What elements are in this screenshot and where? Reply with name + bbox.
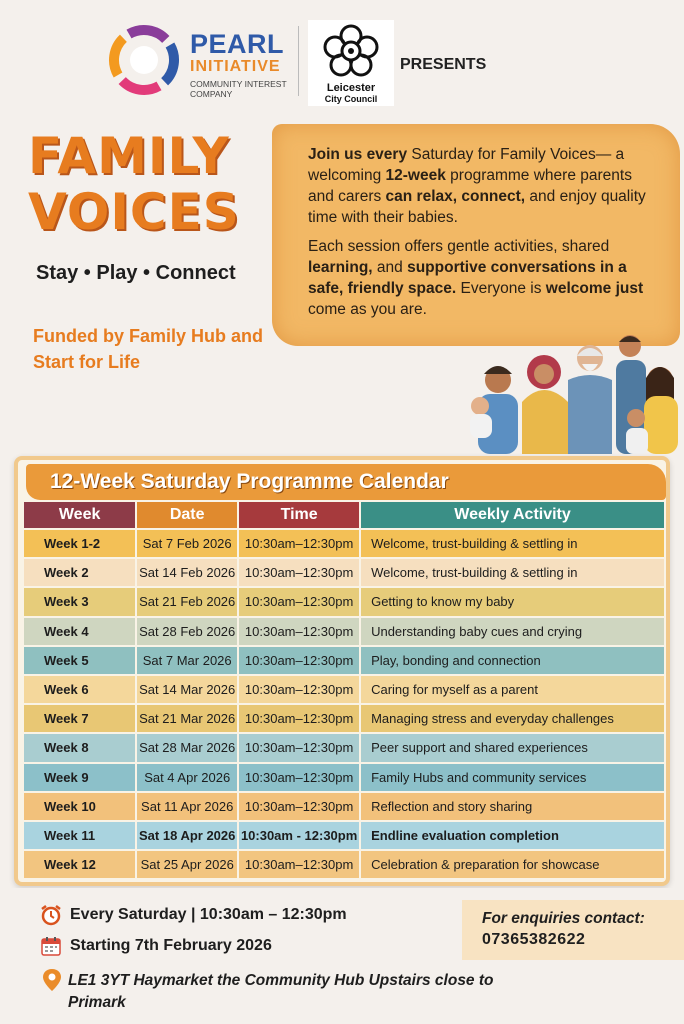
table-row	[24, 793, 664, 820]
pearl-wordmark	[190, 30, 287, 99]
header-divider	[298, 26, 299, 96]
title-line-2: VOICES	[28, 183, 240, 241]
title-line-1: FAMILY	[28, 127, 230, 185]
row-activity-cell: Getting to know my baby	[361, 588, 664, 615]
intro-bold-6: welcome	[545, 280, 612, 297]
row-week-cell: Week 11	[24, 822, 135, 849]
row-time-cell: 10:30am–12:30pm	[239, 764, 359, 791]
location-pin-icon	[42, 968, 62, 992]
row-date-cell: Sat 25 Apr 2026	[137, 851, 237, 878]
row-activity-cell: Caring for myself as a parent	[361, 676, 664, 703]
row-date-cell: Sat 7 Feb 2026	[137, 530, 237, 557]
council-logo	[308, 20, 394, 106]
table-row	[24, 618, 664, 645]
row-week-cell: Week 5	[24, 647, 135, 674]
row-week-cell: Week 10	[24, 793, 135, 820]
intro-bold-5: supportive conversations in a safe, friendly space.	[308, 259, 627, 297]
table-row	[24, 588, 664, 615]
row-activity-cell: Understanding baby cues and crying	[361, 618, 664, 645]
row-week-cell: Week 8	[24, 734, 135, 761]
header-activity: Weekly Activity	[361, 502, 664, 528]
row-date-cell: Sat 14 Mar 2026	[137, 676, 237, 703]
org-name: PEARL	[190, 29, 285, 59]
intro-text-3: and enjoy quality time with their babies.	[308, 188, 646, 226]
calendar-icon	[40, 935, 62, 957]
council-name: Leicester	[326, 82, 376, 94]
intro-paragraph-1	[308, 144, 660, 228]
org-sub: INITIATIVE	[190, 58, 281, 75]
footer-sep: |	[186, 906, 200, 923]
intro-bold-1: Join us every	[308, 146, 408, 163]
enquiry-phone[interactable]: 07365382622	[482, 931, 586, 948]
intro-text-5: and	[372, 259, 408, 276]
row-activity-cell: Welcome, trust-building & settling in	[361, 530, 664, 557]
tagline: Stay • Play • Connect	[36, 262, 236, 284]
row-date-cell: Sat 7 Mar 2026	[137, 647, 237, 674]
org-type-2: COMPANY	[190, 89, 233, 99]
row-week-cell: Week 9	[24, 764, 135, 791]
row-date-cell: Sat 28 Feb 2026	[137, 618, 237, 645]
row-week-cell: Week 4	[24, 618, 135, 645]
schedule-body	[24, 530, 664, 878]
footer-starting: Starting 7th February 2026	[70, 937, 272, 954]
page-title	[28, 128, 264, 240]
intro-text-1: Saturday for Family Voices— a welcoming	[308, 146, 625, 184]
table-row	[24, 705, 664, 732]
row-activity-cell: Play, bonding and connection	[361, 647, 664, 674]
row-week-cell: Week 12	[24, 851, 135, 878]
row-date-cell: Sat 18 Apr 2026	[137, 822, 237, 849]
council-sub: City Council	[324, 94, 378, 104]
row-date-cell: Sat 4 Apr 2026	[137, 764, 237, 791]
row-time-cell: 10:30am–12:30pm	[239, 559, 359, 586]
row-week-cell: Week 2	[24, 559, 135, 586]
row-date-cell: Sat 21 Feb 2026	[137, 588, 237, 615]
intro-text-7: come as you are.	[308, 301, 427, 318]
footer-location: LE1 3YT Haymarket the Community Hub Upstairs close to Primark	[68, 972, 494, 1011]
enquiry-box	[462, 900, 684, 960]
table-row	[24, 530, 664, 557]
intro-bold-7: just	[611, 280, 644, 297]
family-illustration-icon	[460, 332, 684, 454]
header-week: Week	[24, 502, 135, 528]
footer-every: Every Saturday	[70, 906, 187, 923]
intro-panel	[272, 124, 680, 346]
row-date-cell: Sat 21 Mar 2026	[137, 705, 237, 732]
row-activity-cell: Welcome, trust-building & settling in	[361, 559, 664, 586]
row-week-cell: Week 6	[24, 676, 135, 703]
row-date-cell: Sat 14 Feb 2026	[137, 559, 237, 586]
header-time: Time	[239, 502, 359, 528]
alarm-clock-icon	[40, 904, 62, 926]
pearl-logo-icon	[108, 24, 180, 96]
header	[108, 20, 508, 108]
table-row	[24, 676, 664, 703]
header-date: Date	[137, 502, 237, 528]
enquiry-label: For enquiries contact:	[482, 910, 645, 927]
footer-start-row	[40, 935, 272, 957]
row-time-cell: 10:30am–12:30pm	[239, 618, 359, 645]
intro-text-4: Each session offers gentle activities, shared	[308, 238, 610, 255]
footer-schedule-row	[40, 904, 347, 926]
row-week-cell: Week 3	[24, 588, 135, 615]
intro-text-6: Everyone is	[456, 280, 546, 297]
table-row	[24, 822, 664, 849]
funded-by: Funded by Family Hub and Start for Life	[33, 326, 264, 372]
row-time-cell: 10:30am–12:30pm	[239, 734, 359, 761]
intro-bold-4: learning,	[308, 259, 373, 276]
row-time-cell: 10:30am–12:30pm	[239, 793, 359, 820]
row-time-cell: 10:30am - 12:30pm	[239, 822, 359, 849]
row-time-cell: 10:30am–12:30pm	[239, 851, 359, 878]
intro-bold-2: 12-week	[385, 167, 446, 184]
intro-bold-3: can relax, connect,	[385, 188, 526, 205]
intro-paragraph-2	[308, 236, 660, 320]
schedule-table	[22, 500, 666, 880]
calendar-title-bar	[26, 464, 666, 500]
org-type-1: COMMUNITY INTEREST	[190, 79, 287, 89]
row-time-cell: 10:30am–12:30pm	[239, 647, 359, 674]
row-week-cell: Week 7	[24, 705, 135, 732]
row-time-cell: 10:30am–12:30pm	[239, 530, 359, 557]
row-time-cell: 10:30am–12:30pm	[239, 705, 359, 732]
table-row	[24, 764, 664, 791]
row-activity-cell: Reflection and story sharing	[361, 793, 664, 820]
footer-time: 10:30am – 12:30pm	[199, 906, 347, 923]
row-time-cell: 10:30am–12:30pm	[239, 676, 359, 703]
row-date-cell: Sat 28 Mar 2026	[137, 734, 237, 761]
table-header-row	[24, 502, 664, 528]
row-activity-cell: Family Hubs and community services	[361, 764, 664, 791]
row-activity-cell: Endline evaluation completion	[361, 822, 664, 849]
intro-text-2: programme where parents and carers	[308, 167, 632, 205]
row-date-cell: Sat 11 Apr 2026	[137, 793, 237, 820]
row-activity-cell: Celebration & preparation for showcase	[361, 851, 664, 878]
row-time-cell: 10:30am–12:30pm	[239, 588, 359, 615]
programme-calendar	[14, 456, 670, 886]
row-week-cell: Week 1-2	[24, 530, 135, 557]
table-row	[24, 559, 664, 586]
table-row	[24, 647, 664, 674]
presents-label: PRESENTS	[400, 56, 487, 73]
flower-emblem-icon	[321, 22, 381, 78]
row-activity-cell: Managing stress and everyday challenges	[361, 705, 664, 732]
calendar-title: 12-Week Saturday Programme Calendar	[50, 470, 449, 493]
table-row	[24, 734, 664, 761]
row-activity-cell: Peer support and shared experiences	[361, 734, 664, 761]
table-row	[24, 851, 664, 878]
